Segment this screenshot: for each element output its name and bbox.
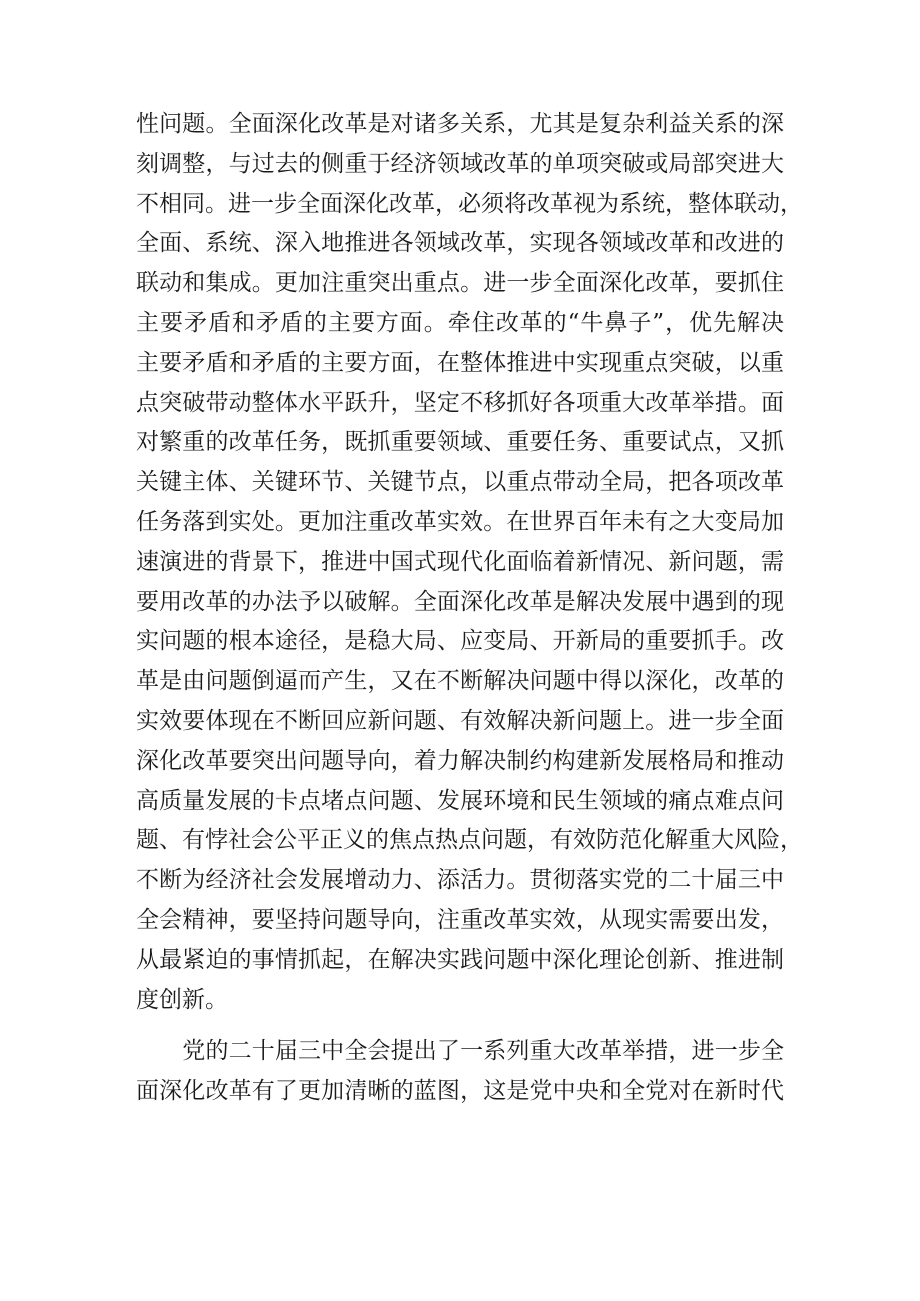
text-line: 实效要体现在不断回应新问题、有效解决新问题上。进一步全面: [136, 707, 784, 734]
text-line: 关键主体、关键环节、关键节点，以重点带动全局，把各项改革: [136, 469, 784, 496]
text-line: 题、有悖社会公平正义的焦点热点问题，有效防范化解重大风险，: [136, 827, 803, 854]
text-line: 全会精神，要坚持问题导向，注重改革实效，从现实需要出发，: [136, 906, 784, 933]
text-line: 实问题的根本途径，是稳大局、应变局、开新局的重要抓手。改: [136, 628, 784, 655]
text-line: 不断为经济社会发展增动力、添活力。贯彻落实党的二十届三中: [136, 867, 784, 894]
text-line: 党的二十届三中全会提出了一系列重大改革举措，进一步全: [136, 1038, 784, 1065]
text-line: 面深化改革有了更加清晰的蓝图，这是党中央和全党对在新时代: [136, 1078, 784, 1105]
document-page: [136, 105, 803, 1112]
text-line: 革是由问题倒逼而产生，又在不断解决问题中得以深化，改革的: [136, 668, 784, 695]
paragraph-2: [136, 1032, 784, 1112]
text-line: 主要矛盾和矛盾的主要方面。牵住改革的“牛鼻子”，优先解决: [136, 309, 784, 336]
text-line: 刻调整，与过去的侧重于经济领域改革的单项突破或局部突进大: [136, 150, 784, 177]
text-line: 任务落到实处。更加注重改革实效。在世界百年未有之大变局加: [136, 508, 784, 535]
text-line: 联动和集成。更加注重突出重点。进一步全面深化改革，要抓住: [136, 270, 784, 297]
paragraph-1: [136, 105, 803, 1020]
text-line: 度创新。: [136, 986, 228, 1013]
text-line: 速演进的背景下，推进中国式现代化面临着新情况、新问题，需: [136, 548, 784, 575]
text-line: 不相同。进一步全面深化改革，必须将改革视为系统，整体联动，: [136, 190, 803, 217]
text-line: 从最紧迫的事情抓起，在解决实践问题中深化理论创新、推进制: [136, 946, 784, 973]
text-line: 全面、系统、深入地推进各领域改革，实现各领域改革和改进的: [136, 230, 784, 257]
paragraph-gap: [136, 1020, 784, 1032]
text-line: 要用改革的办法予以破解。全面深化改革是解决发展中遇到的现: [136, 588, 784, 615]
text-line: 主要矛盾和矛盾的主要方面，在整体推进中实现重点突破，以重: [136, 349, 784, 376]
text-line: 高质量发展的卡点堵点问题、发展环境和民生领域的痛点难点问: [136, 787, 784, 814]
text-line: 深化改革要突出问题导向，着力解决制约构建新发展格局和推动: [136, 747, 784, 774]
text-line: 点突破带动整体水平跃升，坚定不移抓好各项重大改革举措。面: [136, 389, 784, 416]
text-line: 性问题。全面深化改革是对诸多关系，尤其是复杂利益关系的深: [136, 111, 784, 137]
text-line: 对繁重的改革任务，既抓重要领域、重要任务、重要试点，又抓: [136, 429, 784, 456]
